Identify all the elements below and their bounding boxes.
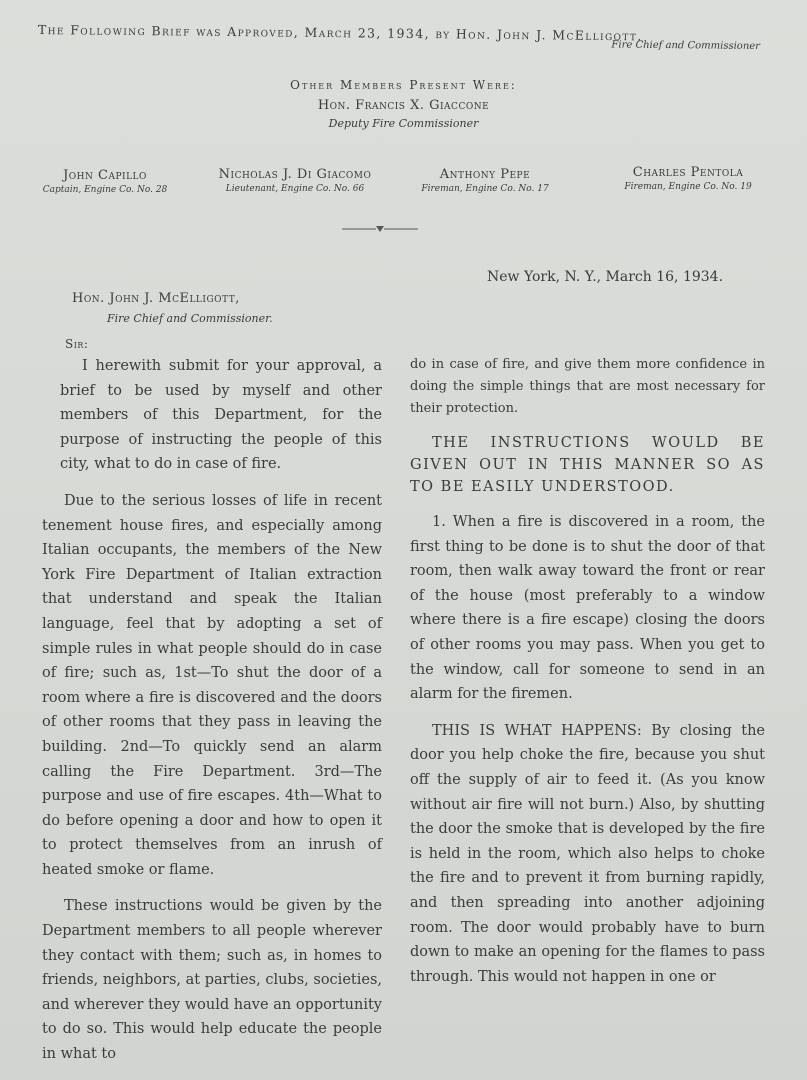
- paragraph: do in case of fire, and give them more confidence in doing the simple things that are most necessary for their protection.: [410, 357, 765, 416]
- other-members-heading: Other Members Present Were:: [290, 78, 517, 92]
- member-title: Fireman, Engine Co. No. 19: [624, 182, 752, 192]
- member-capillo: [30, 168, 180, 195]
- letter-addressee: Hon. John J. McElligott,: [72, 291, 240, 306]
- member-title: Fireman, Engine Co. No. 17: [421, 184, 549, 194]
- right-column: [410, 354, 765, 989]
- paragraph: 1. When a fire is discovered in a room, the first thing to be done is to shut the door of that room, then walk away toward the front or rear of the house (most preferably to a window where there is a fire escape) closing the doors of other rooms you may pass. When you get to the window, call for someone to send in an alarm for the firemen.: [410, 514, 765, 703]
- member-pepe: [410, 167, 560, 194]
- letter-salutation: Sir:: [65, 337, 89, 351]
- member-di-giacomo: [205, 167, 385, 194]
- letter-dateline: New York, N. Y., March 16, 1934.: [487, 269, 724, 285]
- paragraph: I herewith submit for your approval, a brief to be used by myself and other members of this Department, for the purpose of instructing the people of this city, what to do in case of fire.: [60, 358, 382, 473]
- member-title: Lieutenant, Engine Co. No. 66: [225, 184, 365, 194]
- approver-title: Fire Chief and Commissioner: [611, 39, 761, 53]
- member-name: Anthony Pepe: [439, 167, 531, 182]
- paragraph: Due to the serious losses of life in recent tenement house fires, and especially among Italian occupants, the members of the New York Fire Department of Italian extraction that understand and speak the Italian language, feel that by adopting a set of simple rules in what people should do in case of fire; such as, 1st—To shut the door of a room where a fire is discovered and the doors of other rooms that they pass in leaving the building. 2nd—To quickly send an alarm calling the Fire Department. 3rd—The purpose and use of fire escapes. 4th—What to do before opening a door and how to open it to protect themselves from an inrush of heated smoke or flame.: [42, 492, 382, 878]
- section-heading: THE INSTRUCTIONS WOULD BE GIVEN OUT IN THIS MANNER SO AS TO BE EASILY UNDERSTOOD.: [410, 435, 765, 495]
- letter-addressee-title: Fire Chief and Commissioner.: [107, 312, 273, 325]
- divider-ornament-icon: [340, 222, 420, 236]
- member-title: Captain, Engine Co. No. 28: [42, 185, 168, 195]
- member-name: Nicholas J. Di Giacomo: [218, 167, 372, 182]
- member-name: Charles Pentola: [632, 165, 744, 180]
- paragraph: THIS IS WHAT HAPPENS: By closing the door you help choke the fire, because you shut off the supply of air to feed it. (As you know without air fire will not burn.) Also, by shutting the door the smoke that is developed by the fire is held in the room, which also helps to choke the fire and to prevent it from burning rapidly, and then spreading into another adjoining room. The door would probably have to burn down to make an opening for the flames to pass through. This would not happen in one or: [410, 722, 765, 985]
- paragraph: These instructions would be given by the Department members to all people wherever they contact with them; such as, in homes to friends, neighbors, at parties, clubs, societies, and wherever they would have an opportunity to do so. This would help educate the people in what to: [42, 898, 382, 1063]
- approval-line: The Following Brief was Approved, March 23, 1934, by Hon. John J. McElligott,: [37, 22, 643, 44]
- deputy-commissioner-name: Hon. Francis X. Giaccone: [317, 98, 490, 113]
- left-column: [42, 354, 382, 1067]
- member-pentola: [608, 165, 768, 192]
- member-name: John Capillo: [63, 168, 147, 183]
- deputy-commissioner-title: Deputy Fire Commissioner: [328, 117, 479, 130]
